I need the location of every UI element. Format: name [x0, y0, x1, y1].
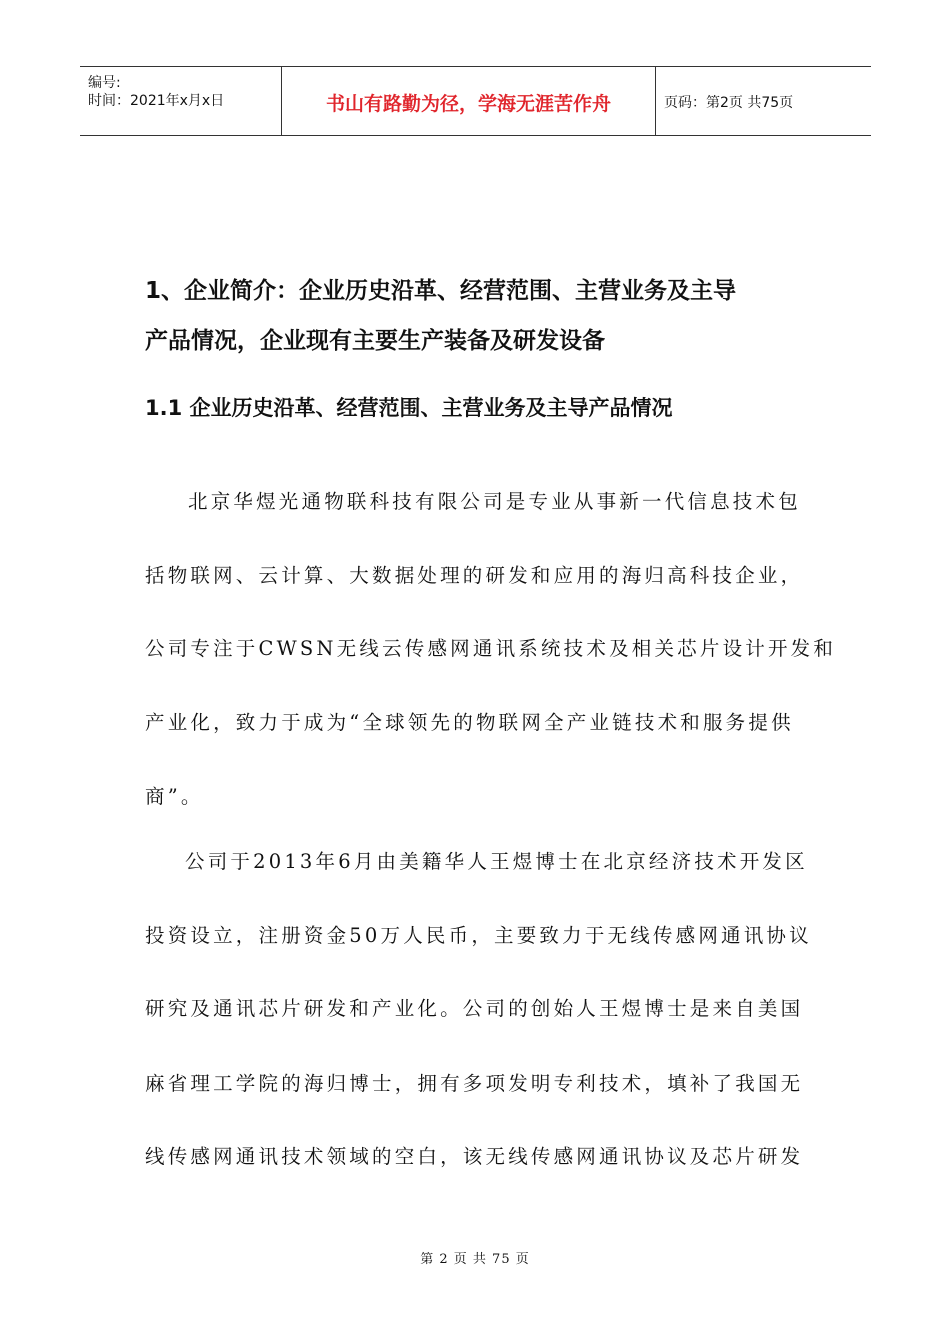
subsection-heading: 1.1 企业历史沿革、经营范围、主营业务及主导产品情况 — [145, 396, 673, 420]
paragraph-line: 括物联网、云计算、大数据处理的研发和应用的海归高科技企业， — [145, 564, 804, 587]
paragraph-line: 投资设立，注册资金50万人民币，主要致力于无线传感网通讯协议 — [145, 924, 812, 947]
paragraph-line: 线传感网通讯技术领域的空白，该无线传感网通讯协议及芯片研发 — [145, 1145, 804, 1168]
document-time-label: 时间：2021年x月x日 — [88, 93, 225, 109]
document-header — [80, 66, 871, 136]
header-motto: 书山有路勤为径，学海无涯苦作舟 — [325, 93, 611, 115]
document-number-label: 编号: — [88, 75, 121, 91]
header-page-info: 页码：第2页 共75页 — [664, 95, 794, 111]
page-footer: 第 2 页 共 75 页 — [420, 1252, 530, 1267]
section-heading-line1: 1、企业简介：企业历史沿革、经营范围、主营业务及主导 — [145, 278, 737, 304]
paragraph-line: 麻省理工学院的海归博士，拥有多项发明专利技术，填补了我国无 — [145, 1072, 804, 1095]
paragraph-line: 商”。 — [145, 785, 204, 808]
header-motto-cell — [282, 67, 656, 135]
paragraph-line: 研究及通讯芯片研发和产业化。公司的创始人王煜博士是来自美国 — [145, 997, 804, 1020]
section-heading-line2: 产品情况，企业现有主要生产装备及研发设备 — [145, 328, 605, 354]
paragraph-line: 公司专注于CWSN无线云传感网通讯系统技术及相关芯片设计开发和 — [145, 637, 837, 660]
header-meta-cell — [80, 67, 282, 135]
paragraph-line: 北京华煜光通物联科技有限公司是专业从事新一代信息技术包 — [188, 490, 801, 513]
paragraph-line: 公司于2013年6月由美籍华人王煜博士在北京经济技术开发区 — [185, 850, 808, 873]
paragraph-line: 产业化，致力于成为“全球领先的物联网全产业链技术和服务提供 — [145, 711, 794, 734]
header-page-cell — [656, 67, 871, 135]
